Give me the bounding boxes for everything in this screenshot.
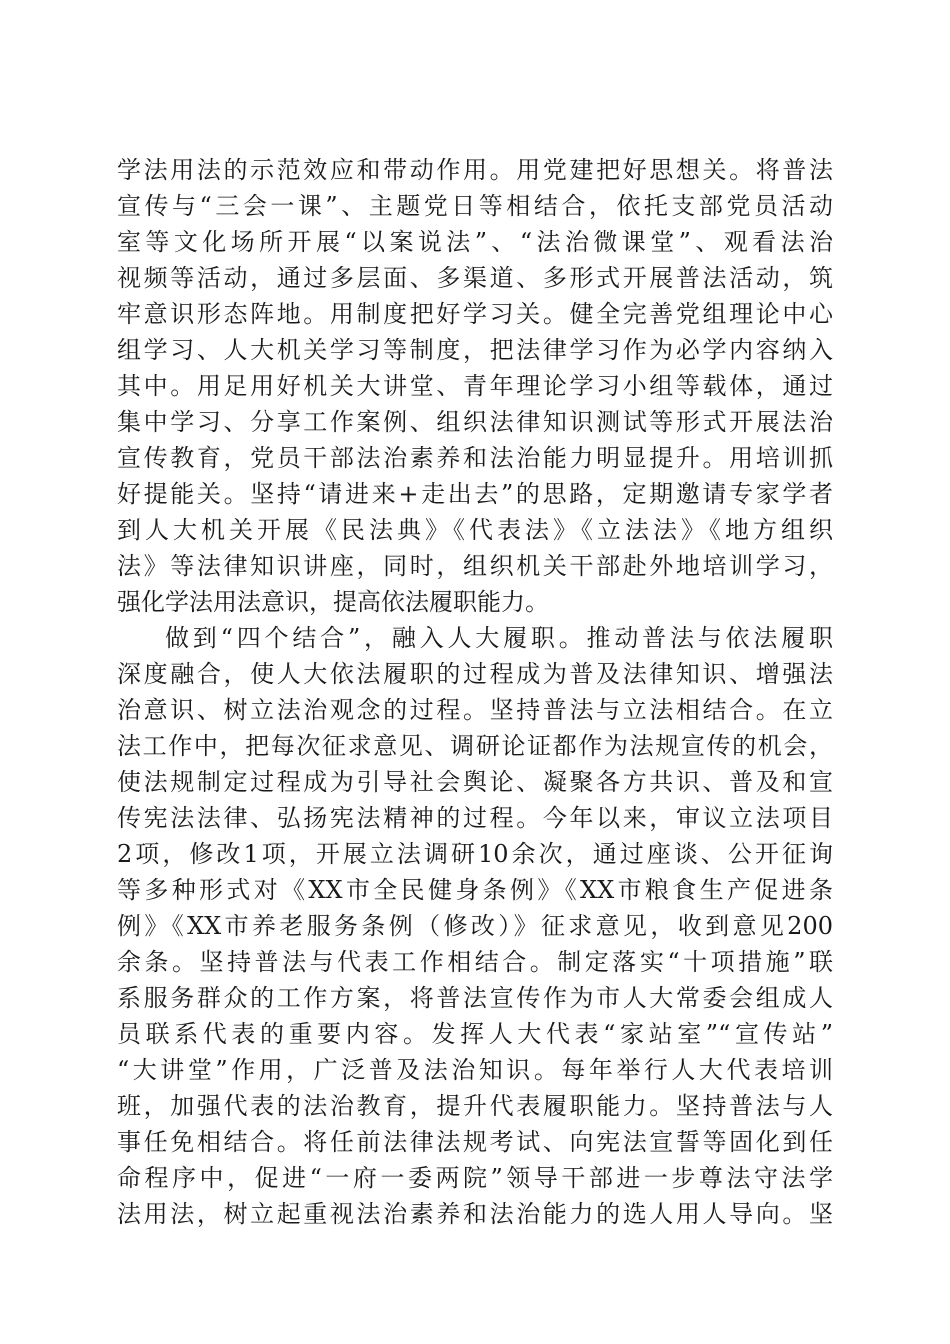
text-line-7: 其中。用足用好机关大讲堂、青年理论学习小组等载体，通过 <box>117 372 833 400</box>
text-line-22: 例》《XX市养老服务条例（修改）》征求意见，收到意见200 <box>117 912 833 940</box>
text-line-13: 强化学法用法意识，提高依法履职能力。 <box>117 588 549 616</box>
text-line-18: 使法规制定过程成为引导社会舆论、凝聚各方共识、普及和宣 <box>117 768 833 796</box>
text-line-16: 治意识、树立法治观念的过程。坚持普法与立法相结合。在立 <box>117 696 833 724</box>
text-line-1: 学法用法的示范效应和带动作用。用党建把好思想关。将普法 <box>117 156 833 184</box>
text-line-15: 深度融合，使人大依法履职的过程成为普及法律知识、增强法 <box>117 660 833 688</box>
text-line-30: 法用法，树立起重视法治素养和法治能力的选人用人导向。坚 <box>117 1200 833 1228</box>
text-line-25: 员联系代表的重要内容。发挥人大代表“家站室”“宣传站” <box>117 1020 833 1048</box>
text-line-26: “大讲堂”作用，广泛普及法治知识。每年举行人大代表培训 <box>117 1056 833 1084</box>
text-line-11: 到人大机关开展《民法典》《代表法》《立法法》《地方组织 <box>117 516 833 544</box>
text-line-28: 事任免相结合。将任前法律法规考试、向宪法宣誓等固化到任 <box>117 1128 833 1156</box>
text-line-29: 命程序中，促进“一府一委两院”领导干部进一步尊法守法学 <box>117 1164 833 1192</box>
text-line-5: 牢意识形态阵地。用制度把好学习关。健全完善党组理论中心 <box>117 300 833 328</box>
paragraph-2-first-line: 做到“四个结合”，融入人大履职。推动普法与依法履职 <box>165 624 833 652</box>
text-line-2: 宣传与“三会一课”、主题党日等相结合，依托支部党员活动 <box>117 192 833 220</box>
text-line-4: 视频等活动，通过多层面、多渠道、多形式开展普法活动，筑 <box>117 264 833 292</box>
text-line-21: 等多种形式对《XX市全民健身条例》《XX市粮食生产促进条 <box>117 876 833 904</box>
text-line-6: 组学习、人大机关学习等制度，把法律学习作为必学内容纳入 <box>117 336 833 364</box>
text-line-23: 余条。坚持普法与代表工作相结合。制定落实“十项措施”联 <box>117 948 833 976</box>
text-line-9: 宣传教育，党员干部法治素养和法治能力明显提升。用培训抓 <box>117 444 833 472</box>
text-line-12: 法》等法律知识讲座，同时，组织机关干部赴外地培训学习， <box>117 552 833 580</box>
text-line-27: 班，加强代表的法治教育，提升代表履职能力。坚持普法与人 <box>117 1092 833 1120</box>
text-line-3: 室等文化场所开展“以案说法”、“法治微课堂”、观看法治 <box>117 228 833 256</box>
text-line-19: 传宪法法律、弘扬宪法精神的过程。今年以来，审议立法项目 <box>117 804 833 832</box>
text-line-20: 2项，修改1项，开展立法调研10余次，通过座谈、公开征询 <box>117 840 833 868</box>
text-line-10: 好提能关。坚持“请进来+走出去”的思路，定期邀请专家学者 <box>117 480 833 508</box>
text-line-17: 法工作中，把每次征求意见、调研论证都作为法规宣传的机会， <box>117 732 833 760</box>
text-line-24: 系服务群众的工作方案，将普法宣传作为市人大常委会组成人 <box>117 984 833 1012</box>
text-line-8: 集中学习、分享工作案例、组织法律知识测试等形式开展法治 <box>117 408 833 436</box>
